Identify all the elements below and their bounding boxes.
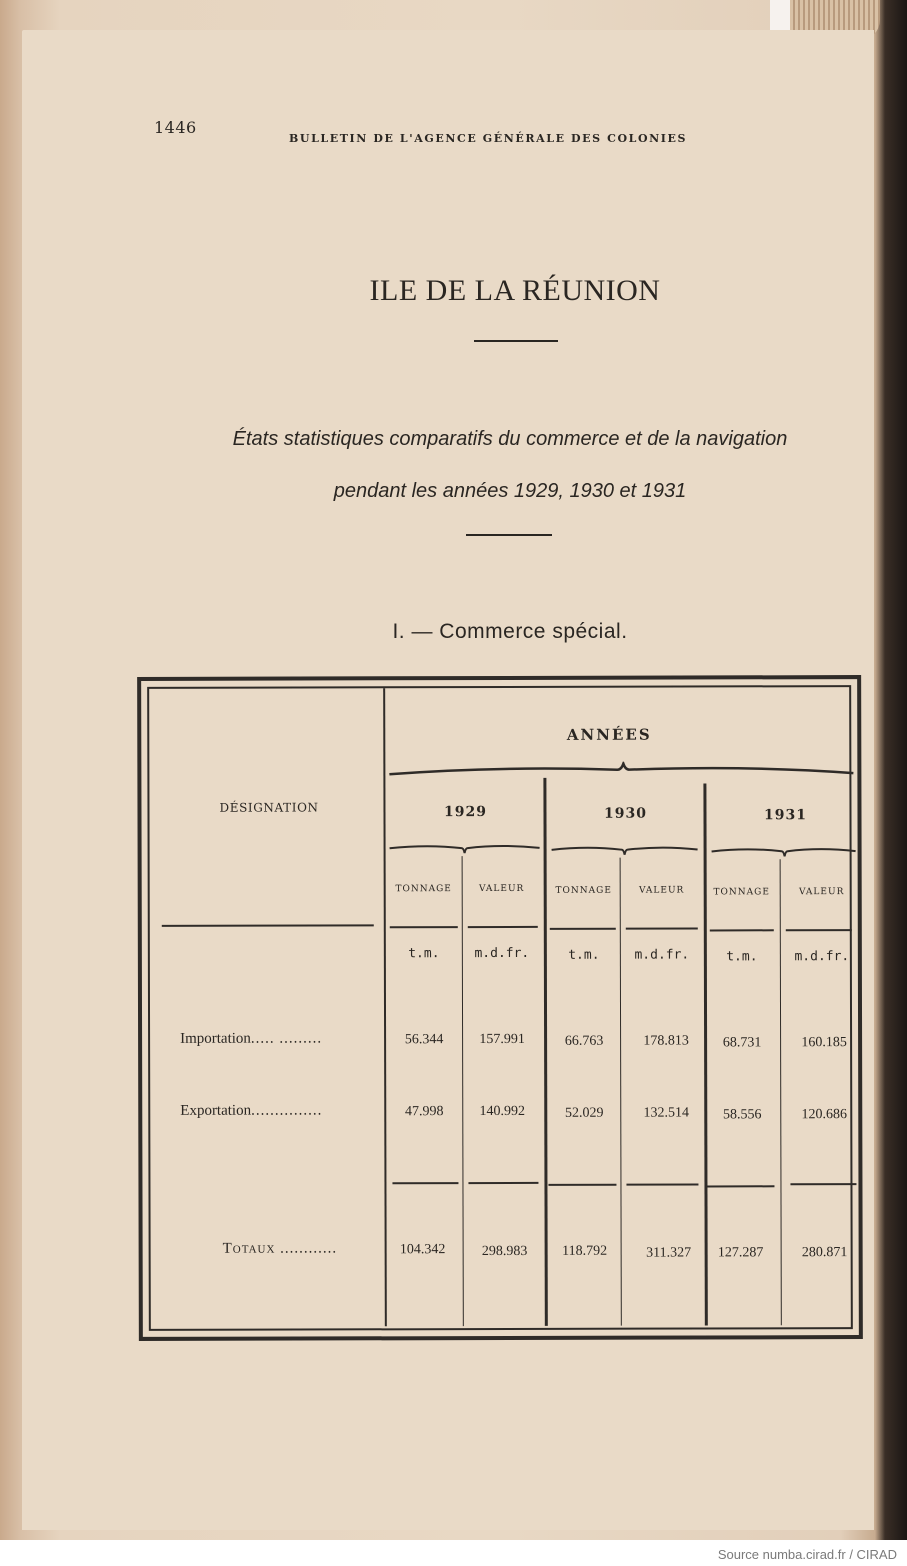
unit-1929-tonnage: t.m. [408, 946, 440, 962]
cell-exportation-1929-valeur: 140.992 [479, 1103, 526, 1120]
unit-1930-valeur: m.d.fr. [634, 947, 690, 963]
cell-totaux-1930-tonnage: 118.792 [562, 1243, 608, 1259]
row-label-importation [180, 1030, 390, 1048]
image-source-credit: Source numba.cirad.fr / CIRAD [717, 1547, 897, 1562]
subtitle-line-2: pendant les années 1929, 1930 et 1931 [333, 480, 687, 502]
cell-importation-1931-tonnage: 68.731 [722, 1035, 762, 1051]
cell-totaux-1929-tonnage: 104.342 [399, 1242, 446, 1258]
cell-importation-1930-tonnage: 66.763 [564, 1033, 604, 1049]
colhead-rule-4 [626, 927, 698, 929]
colhead-tonnage-1929: TONNAGE [395, 884, 452, 895]
cell-exportation-1930-valeur: 132.514 [643, 1105, 690, 1121]
cell-importation-1930-valeur: 178.813 [643, 1033, 689, 1049]
years-brace [387, 761, 855, 778]
colhead-valeur-1930: VALEUR [639, 885, 685, 896]
colhead-rule-1 [390, 926, 458, 928]
designation-separator [383, 688, 387, 1326]
cell-exportation-1931-tonnage: 58.556 [723, 1107, 762, 1123]
colhead-valeur-1931: VALEUR [799, 887, 845, 898]
unit-1929-valeur: m.d.fr. [474, 945, 530, 962]
year-brace-1929 [388, 842, 542, 854]
cell-exportation-1930-tonnage: 52.029 [565, 1105, 604, 1121]
cell-exportation-1929-tonnage: 47.998 [405, 1104, 444, 1120]
colhead-rule-2 [468, 926, 538, 928]
colhead-tonnage-1930: TONNAGE [555, 885, 612, 896]
totals-rule-2 [468, 1182, 538, 1184]
colhead-rule-5 [710, 929, 774, 931]
colhead-tonnage-1931: TONNAGE [713, 887, 770, 898]
totals-rule-1 [392, 1182, 458, 1184]
year-1931: 1931 [763, 807, 808, 824]
cell-importation-1929-tonnage: 56.344 [404, 1032, 444, 1048]
totals-label-text: Totaux [222, 1240, 276, 1257]
designation-header-rule [162, 924, 374, 927]
row-leader-dots: ..... ......... [250, 1030, 323, 1047]
totals-rule-5 [706, 1185, 774, 1187]
cell-totaux-1931-tonnage: 127.287 [717, 1245, 764, 1261]
year-separator-1931 [703, 783, 707, 1325]
row-label-exportation [180, 1102, 390, 1120]
year-1930: 1930 [603, 805, 647, 822]
section-heading: I. — Commerce spécial. [392, 620, 628, 643]
running-head: BULLETIN DE L'AGENCE GÉNÉRALE DES COLONIES [289, 132, 688, 145]
totals-rule-6 [790, 1183, 856, 1185]
page-title: ILE DE LA RÉUNION [369, 274, 661, 307]
cell-totaux-1930-valeur: 311.327 [646, 1245, 692, 1261]
colhead-rule-6 [786, 929, 852, 931]
unit-1931-valeur: m.d.fr. [794, 949, 850, 965]
row-label-totaux [223, 1240, 383, 1257]
cell-importation-1929-valeur: 157.991 [479, 1031, 525, 1048]
year-brace-1930 [550, 843, 700, 855]
statistics-table [137, 675, 863, 1341]
cell-totaux-1929-valeur: 298.983 [481, 1243, 528, 1260]
year-brace-1931 [710, 845, 858, 857]
designation-header: DÉSIGNATION [219, 800, 319, 815]
year-1929: 1929 [443, 804, 487, 821]
title-rule [474, 340, 558, 342]
totals-rule-4 [626, 1183, 698, 1185]
cell-totaux-1931-valeur: 280.871 [801, 1245, 848, 1261]
row-label-text: Importation [180, 1030, 251, 1047]
totals-rule-3 [548, 1184, 616, 1186]
colhead-rule-3 [550, 928, 616, 930]
subtitle-line-1: États statistiques comparatifs du commerce et de la navigation [232, 428, 788, 450]
row-label-text: Exportation [180, 1102, 252, 1119]
table-inner-border [147, 685, 853, 1331]
unit-1930-tonnage: t.m. [568, 947, 600, 963]
totals-leader-dots: ............ [280, 1240, 338, 1257]
years-header: ANNÉES [566, 725, 652, 744]
unit-1931-tonnage: t.m. [726, 949, 758, 965]
page-number: 1446 [154, 118, 197, 137]
cell-importation-1931-valeur: 160.185 [801, 1035, 847, 1051]
colhead-valeur-1929: VALEUR [479, 883, 525, 895]
subtitle-rule [466, 534, 552, 536]
cell-exportation-1931-valeur: 120.686 [801, 1107, 848, 1123]
row-leader-dots: ............... [251, 1102, 323, 1119]
